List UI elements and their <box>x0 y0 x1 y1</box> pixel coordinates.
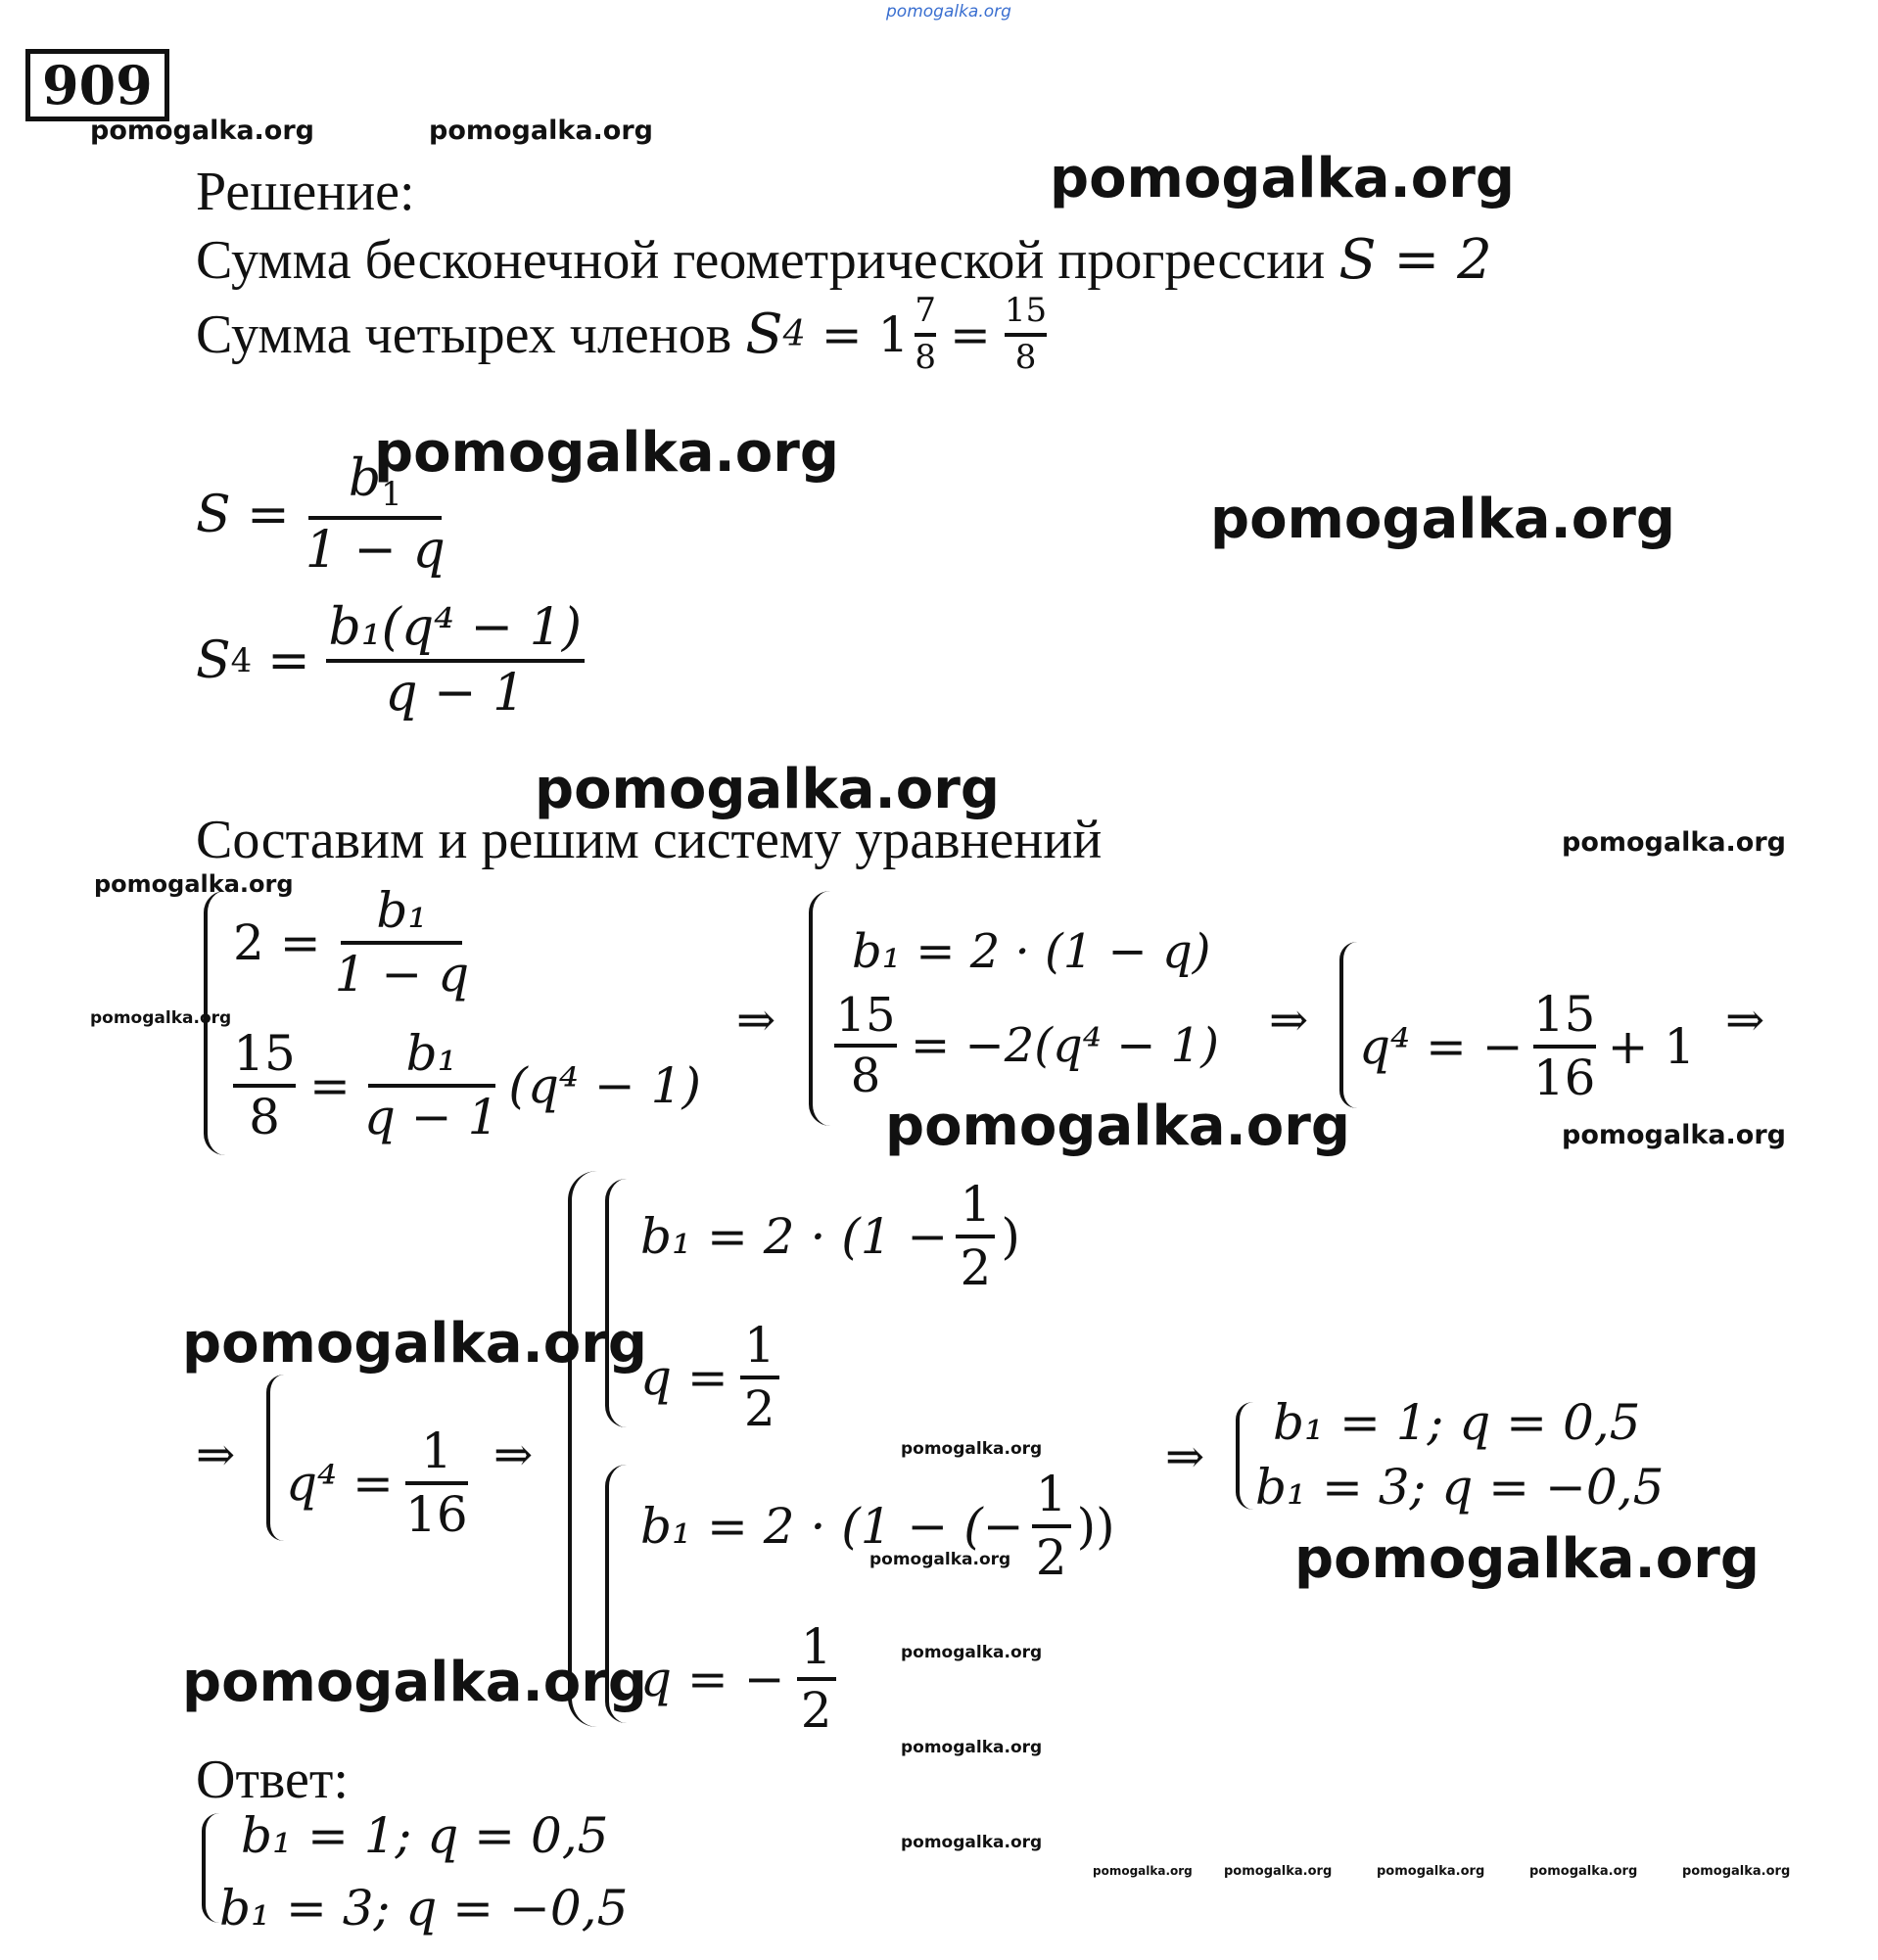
given-four-terms-sum: Сумма четырех членов S 4 = 1 $\frac{7}{8}$ = $\frac{15}{8}$ <box>196 291 1048 377</box>
formula-partial-sum: S 4 = $\frac{\text{b₁(q⁴ − 1)}}{q - 1}$ <box>196 601 585 720</box>
formula-infinite-sum: S = $\frac{b_1}{1 - q}$ <box>196 449 446 580</box>
caseB-eq2: q = − $\frac{1}{2}$ <box>640 1621 836 1736</box>
system4-eq: q⁴ = $\frac{1}{16}$ <box>286 1423 468 1543</box>
watermark: pomogalka.org <box>1682 1864 1791 1879</box>
watermark: pomogalka.org <box>1050 147 1515 210</box>
watermark: pomogalka.org <box>374 421 839 485</box>
implies-arrow: ⇒ <box>736 993 776 1048</box>
watermark: pomogalka.org <box>1562 827 1786 858</box>
watermark: pomogalka.org <box>1210 488 1675 551</box>
watermark: pomogalka.org <box>1377 1864 1485 1879</box>
system1-eq2: $\frac{15}{8}$ = $\frac{\text{b₁}}{q - 1}$ (q⁴ − 1) <box>233 1025 701 1145</box>
system1-eq1: 2 = $\frac{\text{b₁}}{1 - q}$ <box>233 882 470 1003</box>
watermark: pomogalka.org <box>429 116 653 146</box>
caseB-eq1: b₁ = 2 · (1 − (− $\frac{1}{2}$ )) <box>640 1466 1115 1586</box>
brace <box>809 891 830 1126</box>
cases-bracket <box>568 1171 597 1727</box>
implies-arrow: ⇒ <box>1725 993 1765 1048</box>
watermark: pomogalka.org <box>1294 1527 1760 1591</box>
watermark: pomogalka.org <box>1562 1120 1786 1150</box>
watermark: pomogalka.org <box>901 1833 1043 1852</box>
solution-heading: Решение: <box>196 162 415 222</box>
watermark: pomogalka.org <box>901 1643 1043 1662</box>
watermark: pomogalka.org <box>1224 1864 1333 1879</box>
answer-heading: Ответ: <box>196 1750 349 1810</box>
watermark: pomogalka.org <box>94 870 294 898</box>
watermark: pomogalka.org <box>90 1008 232 1028</box>
top-watermark: pomogalka.org <box>886 2 1011 22</box>
watermark: pomogalka.org <box>885 1095 1350 1158</box>
result-1: b₁ = 1; q = 0,5 <box>1273 1394 1641 1451</box>
brace <box>605 1179 627 1427</box>
implies-arrow: ⇒ <box>493 1427 534 1482</box>
watermark: pomogalka.org <box>1529 1864 1638 1879</box>
watermark: pomogalka.org <box>901 1439 1043 1459</box>
watermark: pomogalka.org <box>182 1651 647 1714</box>
watermark: pomogalka.org <box>1093 1864 1193 1878</box>
caseA-eq1: b₁ = 2 · (1 − $\frac{1}{2}$ ) <box>640 1176 1020 1296</box>
answer-1: b₁ = 1; q = 0,5 <box>241 1807 609 1864</box>
watermark: pomogalka.org <box>182 1312 647 1376</box>
implies-arrow: ⇒ <box>1269 993 1309 1048</box>
system3-eq: q⁴ = − $\frac{15}{16}$ + 1 <box>1359 986 1696 1106</box>
watermark: pomogalka.org <box>90 116 314 146</box>
brace <box>1236 1402 1253 1510</box>
result-2: b₁ = 3; q = −0,5 <box>1255 1459 1665 1516</box>
system2-eq1: b₁ = 2 · (1 − q) <box>852 924 1211 979</box>
brace <box>605 1465 627 1723</box>
implies-arrow: ⇒ <box>1165 1429 1205 1484</box>
implies-arrow: ⇒ <box>196 1427 236 1482</box>
watermark: pomogalka.org <box>901 1738 1043 1757</box>
caseA-eq2: q = $\frac{1}{2}$ <box>640 1320 779 1434</box>
brace <box>1339 942 1357 1108</box>
watermark: pomogalka.org <box>869 1550 1011 1569</box>
brace <box>202 1813 219 1923</box>
brace <box>266 1375 284 1541</box>
brace <box>204 891 225 1155</box>
answer-2: b₁ = 3; q = −0,5 <box>219 1880 629 1937</box>
problem-number: 909 <box>25 49 169 121</box>
system2-eq2: $\frac{15}{8}$ = −2(q⁴ − 1) <box>835 988 1219 1104</box>
given-infinite-sum: Сумма бесконечной геометрической прогрессии S = 2 <box>196 228 1492 292</box>
system-heading: Составим и решим систему уравнений <box>196 810 1103 870</box>
watermark: pomogalka.org <box>535 758 1000 821</box>
